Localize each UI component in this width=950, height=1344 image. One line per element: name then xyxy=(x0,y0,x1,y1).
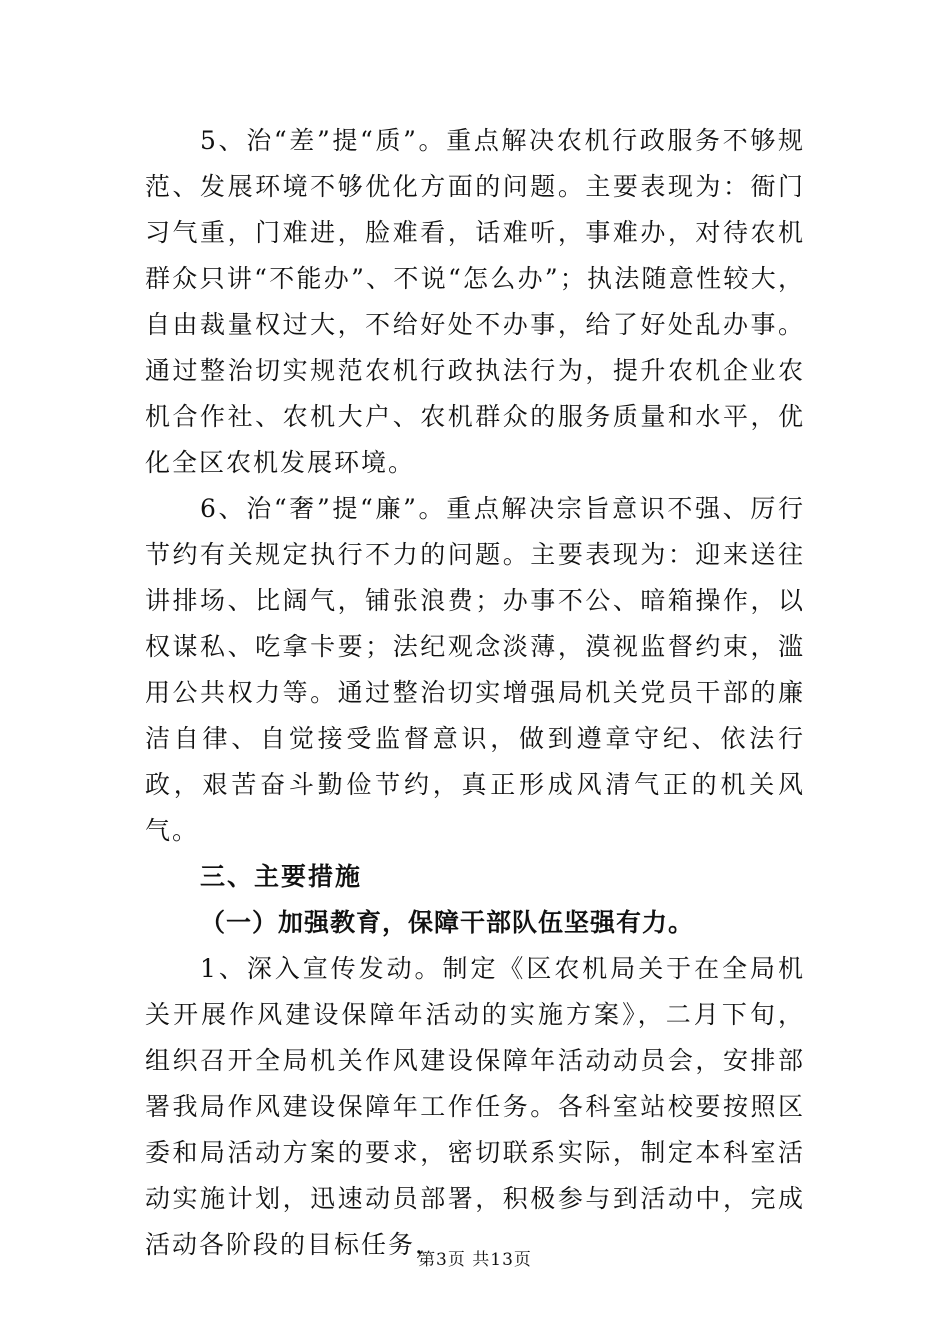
paragraph-item-5: 5、治“差”提“质”。重点解决农机行政服务不够规范、发展环境不够优化方面的问题。主要表现为：衙门习气重，门难进，脸难看，话难听，事难办，对待农机群众只讲“不能办”、不说“怎么办”；执法随意性较大，自由裁量权过大，不给好处不办事，给了好处乱办事。通过整治切实规范农机行政执法行为，提升农机企业农机合作社、农机大户、农机群众的服务质量和水平，优化全区农机发展环境。 xyxy=(145,126,805,477)
paragraph-item-6: 6、治“奢”提“廉”。重点解决宗旨意识不强、厉行节约有关规定执行不力的问题。主要表现为：迎来送往讲排场、比阔气，铺张浪费；办事不公、暗箱操作，以权谋私、吃拿卡要；法纪观念淡薄，漠视监督约束，滥用公共权力等。通过整治切实增强局机关党员干部的廉洁自律、自觉接受监督意识，做到遵章守纪、依法行政，艰苦奋斗勤俭节约，真正形成风清气正的机关风气。 xyxy=(145,494,805,845)
page-footer: 第3页 共13页 xyxy=(418,1250,532,1270)
document-body xyxy=(145,118,805,1268)
section-heading: 三、主要措施 xyxy=(200,862,363,891)
paragraph-measure-1: 1、深入宣传发动。制定《区农机局关于在全局机关开展作风建设保障年活动的实施方案》，二月下旬，组织召开全局机关作风建设保障年活动动员会，安排部署我局作风建设保障年工作任务。各科室站校要按照区委和局活动方案的要求，密切联系实际，制定本科室活动实施计划，迅速动员部署，积极参与到活动中，完成活动各阶段的目标任务， xyxy=(145,954,805,1259)
subsection-heading: （一）加强教育，保障干部队伍坚强有力。 xyxy=(200,908,695,937)
